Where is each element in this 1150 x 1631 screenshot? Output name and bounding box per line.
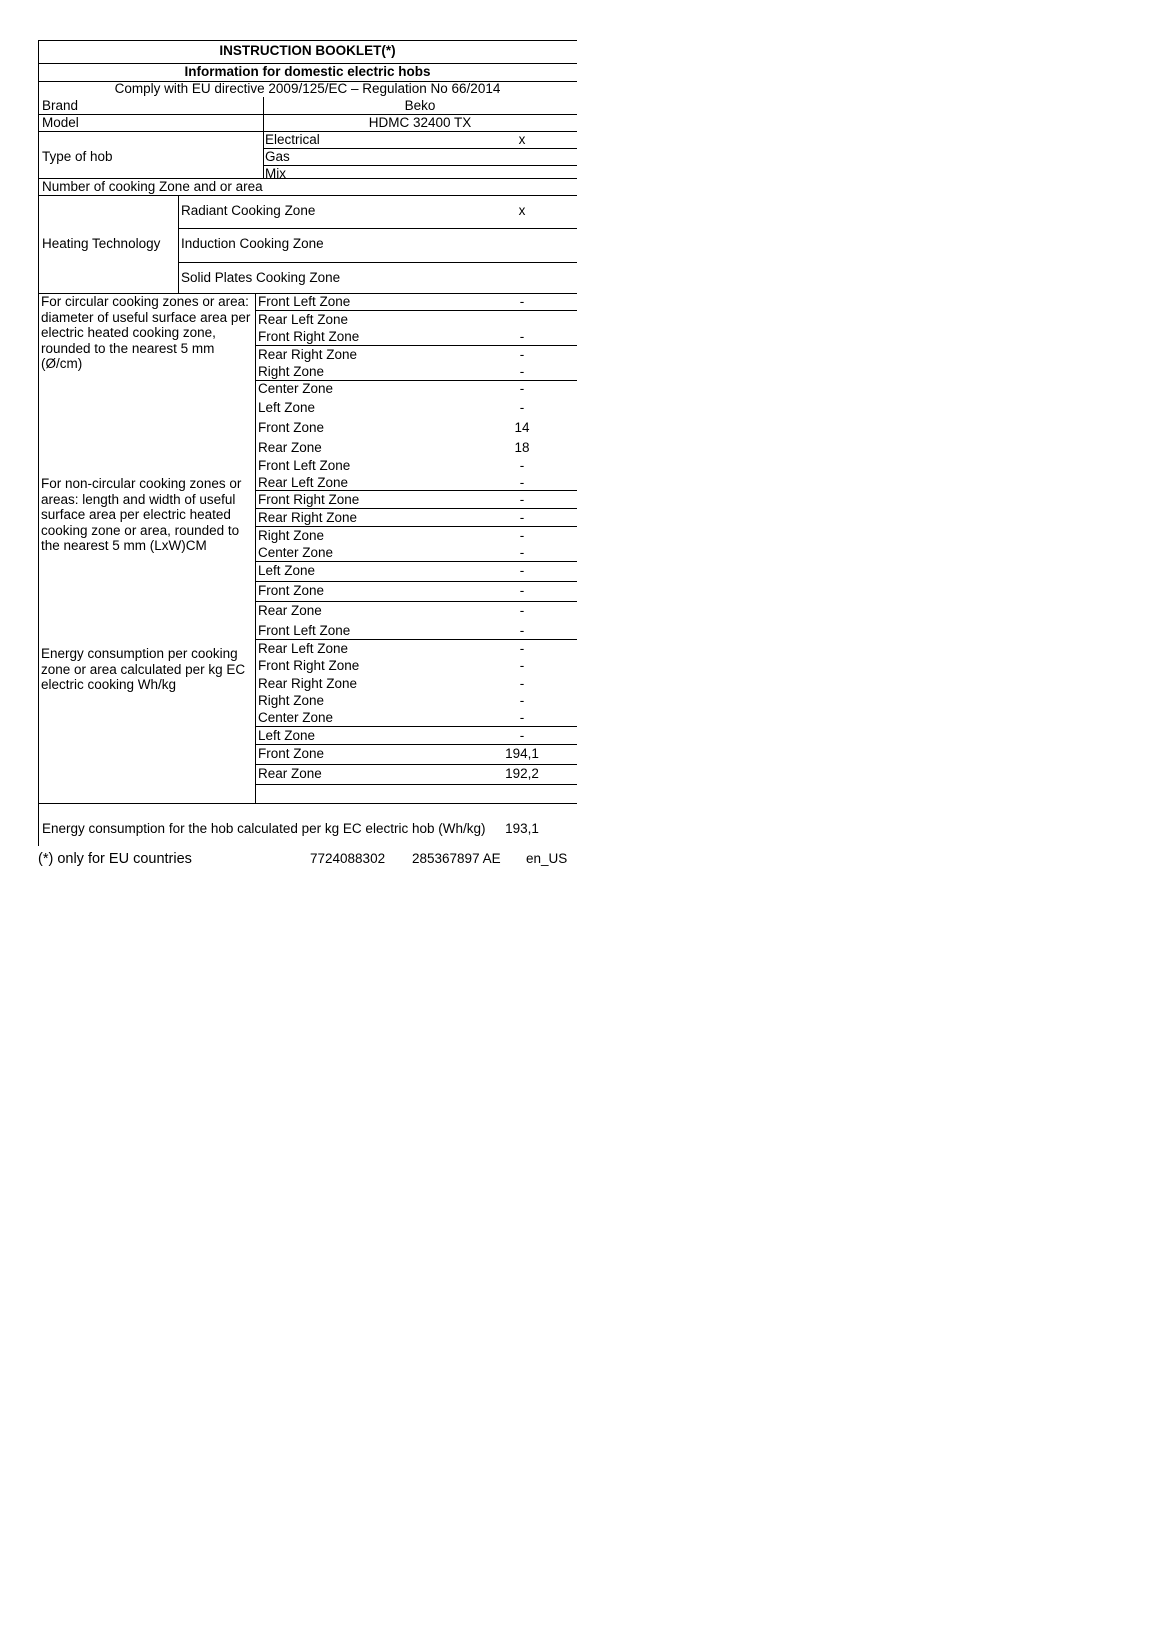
zone-value: - [519,641,525,656]
footer-code-1: 7724088302 [310,851,386,866]
heating-solid-plates: Solid Plates Cooking Zone [181,270,341,285]
divider [255,601,577,602]
divider [255,526,577,527]
zone-name: Rear Zone [258,603,322,618]
zone-name: Front Left Zone [258,294,351,309]
zone-name: Rear Zone [258,766,322,781]
hob-type-electrical: Electrical [265,132,320,147]
heating-induction: Induction Cooking Zone [181,236,324,251]
divider [255,380,577,381]
zone-name: Right Zone [258,693,325,708]
zone-name: Rear Zone [258,440,322,455]
zone-name: Rear Left Zone [258,312,349,327]
zone-value: 18 [514,440,530,455]
zone-value: - [519,583,525,598]
directive-text: Comply with EU directive 2009/125/EC – Regulation No 66/2014 [114,81,501,96]
divider [255,764,577,765]
energy-total-label: Energy consumption for the hob calculated per kg EC electric hob (Wh/kg) [42,821,486,836]
divider [38,803,577,804]
zone-value: - [519,710,525,725]
hob-type-label: Type of hob [42,149,113,164]
zone-value: 14 [514,420,530,435]
zone-value: 194,1 [505,746,539,761]
zone-value: - [519,528,525,543]
zone-name: Left Zone [258,728,316,743]
divider [255,639,577,640]
divider [255,490,577,491]
energy-zones-label: Energy consumption per cooking zone or area calculated per kg EC electric cooking Wh/kg [41,646,246,692]
footer-locale: en_US [526,851,568,866]
zone-name: Rear Left Zone [258,641,349,656]
booklet-title: INSTRUCTION BOOKLET(*) [219,43,396,58]
heating-radiant-mark: x [518,203,526,218]
divider [255,310,577,311]
footer-code-2: 285367897 AE [412,851,501,866]
divider [255,784,577,785]
zone-name: Left Zone [258,563,316,578]
zone-name: Front Zone [258,583,325,598]
zone-value: - [519,676,525,691]
hob-type-electrical-mark: x [518,132,526,147]
divider [255,508,577,509]
zone-name: Rear Right Zone [258,510,358,525]
divider [255,726,577,727]
divider [38,195,577,196]
zone-value: 192,2 [505,766,539,781]
zone-value: - [519,381,525,396]
energy-total-value: 193,1 [505,821,539,836]
booklet-subtitle: Information for domestic electric hobs [184,64,431,79]
zone-value: - [519,728,525,743]
model-value: HDMC 32400 TX [368,115,472,130]
zone-value: - [519,693,525,708]
table-top-border [38,40,577,41]
zone-name: Front Right Zone [258,658,360,673]
zone-name: Front Zone [258,746,325,761]
divider [255,744,577,745]
zone-name: Front Zone [258,420,325,435]
zone-value: - [519,603,525,618]
zone-value: - [519,623,525,638]
zone-name: Front Left Zone [258,623,351,638]
zone-name: Rear Right Zone [258,676,358,691]
divider [178,228,577,229]
zone-name: Rear Right Zone [258,347,358,362]
zone-value: - [519,347,525,362]
noncircular-zones-label: For non-circular cooking zones or areas: length and width of useful surface area per electric heated cooking zone or area, rounded to the nearest 5 mm (LxW)CM [41,476,242,553]
table-left-border [38,40,39,846]
zone-value: - [519,510,525,525]
heating-label: Heating Technology [42,236,161,251]
model-label: Model [42,115,79,130]
footer-note: (*) only for EU countries [38,851,192,867]
zone-name: Front Right Zone [258,492,360,507]
hob-type-mix: Mix [265,166,286,181]
divider [178,195,179,293]
zone-value: - [519,545,525,560]
divider [255,561,577,562]
hob-type-gas: Gas [265,149,290,164]
zones-count-label: Number of cooking Zone and or area [42,179,263,194]
zone-value: - [519,475,525,490]
divider [263,165,577,166]
zone-value: - [519,458,525,473]
zone-value: - [519,364,525,379]
zone-name: Right Zone [258,364,325,379]
zone-name: Front Left Zone [258,458,351,473]
divider [255,581,577,582]
divider [178,262,577,263]
divider [263,148,577,149]
zone-value: - [519,294,525,309]
brand-value: Beko [404,98,436,113]
zone-name: Rear Left Zone [258,475,349,490]
zone-name: Left Zone [258,400,316,415]
circular-zones-label: For circular cooking zones or area: diameter of useful surface area per electric heated cooking zone, rounded to the nearest 5 mm (Ø/cm) [41,294,251,371]
zone-name: Front Right Zone [258,329,360,344]
zone-name: Center Zone [258,710,334,725]
zone-value: - [519,400,525,415]
zone-name: Right Zone [258,528,325,543]
heating-radiant: Radiant Cooking Zone [181,203,316,218]
zone-name: Center Zone [258,545,334,560]
zone-value: - [519,658,525,673]
brand-label: Brand [42,98,79,113]
zone-value: - [519,329,525,344]
divider [255,345,577,346]
zone-value: - [519,492,525,507]
zone-name: Center Zone [258,381,334,396]
zone-value: - [519,563,525,578]
